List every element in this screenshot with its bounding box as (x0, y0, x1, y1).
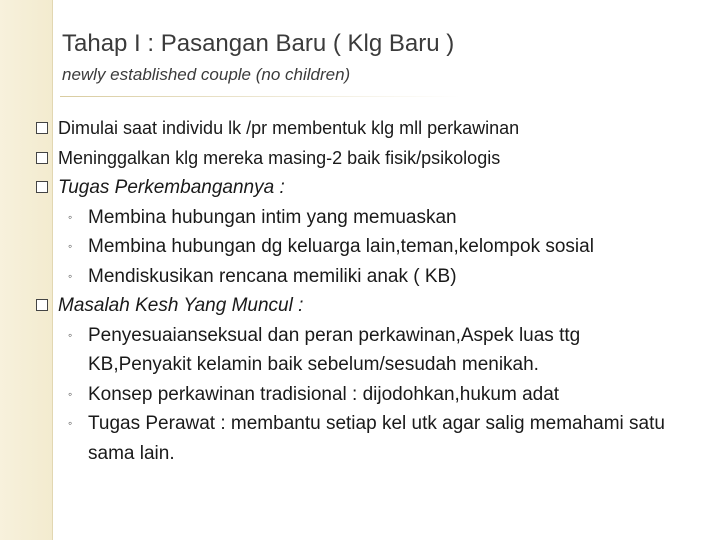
bullet-item (36, 144, 676, 174)
bullet-item (36, 114, 676, 144)
slide-subtitle: newly established couple (no children) (62, 65, 351, 84)
square-bullet-icon (36, 152, 48, 164)
sub-bullet-item (36, 380, 676, 410)
bullet-heading: Tugas Perkembangannya : (58, 177, 285, 198)
bullet-text: Meninggalkan klg mereka masing-2 baik fisik/psikologis (58, 147, 501, 168)
bullet-text: Dimulai saat individu lk /pr membentuk klg mll perkawinan (58, 118, 520, 138)
sub-bullet-text: Konsep perkawinan tradisional : dijodohkan,hukum adat (88, 383, 560, 405)
sub-bullet-text: Membina hubungan intim yang memuaskan (88, 206, 457, 228)
bullet-item (36, 173, 676, 203)
ring-bullet-icon: ◦ (68, 386, 73, 401)
sub-bullet-item (36, 262, 676, 292)
sub-bullet-text: Tugas Perawat : membantu setiap kel utk agar salig memahami satu sama lain. (88, 413, 665, 464)
sub-bullet-item (36, 409, 676, 468)
ring-bullet-icon: ◦ (68, 209, 73, 224)
ring-bullet-icon: ◦ (68, 239, 73, 253)
sub-bullet-text: Mendiskusikan rencana memiliki anak ( KB) (88, 265, 457, 287)
sub-bullet-text: Membina hubungan dg keluarga lain,teman,kelompok sosial (88, 236, 594, 257)
sub-bullet-text: Penyesuaianseksual dan peran perkawinan,Aspek luas ttg KB,Penyakit kelamin baik sebelum/sesudah menikah. (88, 324, 581, 375)
square-bullet-icon (36, 299, 48, 311)
bullet-heading: Masalah Kesh Yang Muncul : (58, 295, 304, 316)
sub-bullet-item (36, 232, 676, 262)
bullet-list (36, 114, 676, 468)
slide-title: Tahap I : Pasangan Baru ( Klg Baru ) (62, 30, 455, 57)
sub-bullet-item (36, 321, 676, 380)
sub-bullet-item (36, 203, 676, 233)
square-bullet-icon (36, 181, 48, 193)
square-bullet-icon (36, 122, 48, 134)
bullet-item (36, 291, 676, 321)
title-divider (60, 96, 460, 97)
ring-bullet-icon: ◦ (68, 268, 73, 283)
ring-bullet-icon: ◦ (68, 327, 73, 342)
ring-bullet-icon: ◦ (68, 416, 73, 430)
